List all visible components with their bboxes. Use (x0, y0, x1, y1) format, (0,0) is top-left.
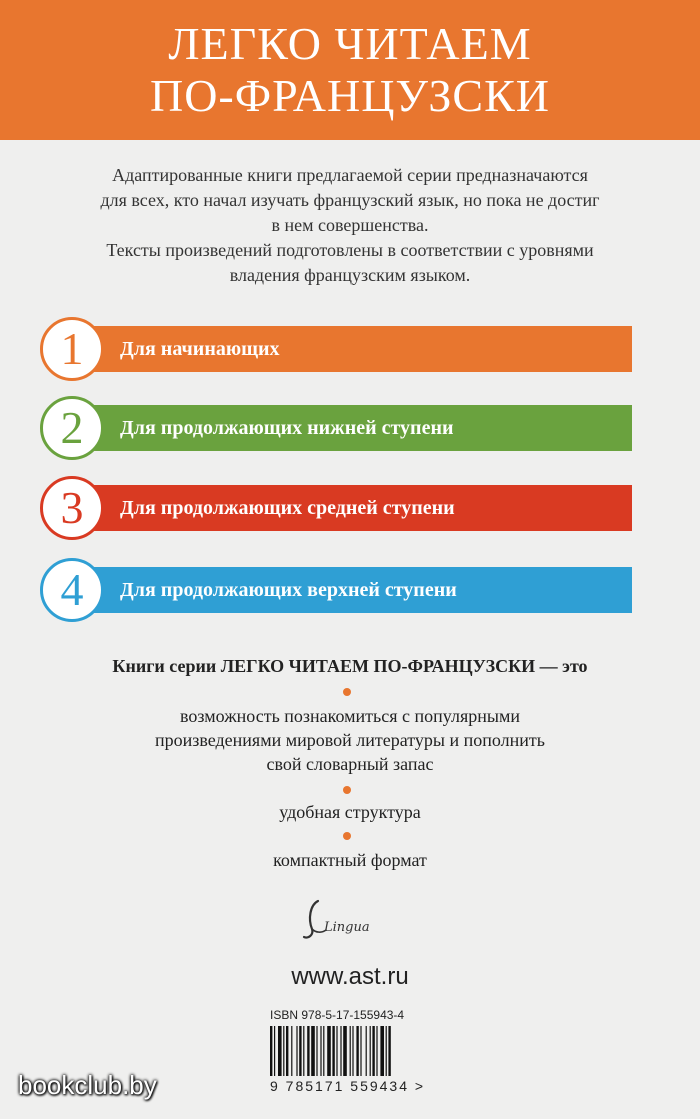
intro-line: Адаптированные книги предлагаемой серии предназначаются (112, 165, 588, 185)
isbn-number: ISBN 978-5-17-155943-4 (270, 1008, 405, 1022)
level-3-label: Для продолжающих средней ступени (120, 496, 455, 519)
barcode-digits: 9 785171 559434 > (270, 1078, 426, 1094)
feature-item-3 (60, 848, 640, 872)
feature-item-2 (60, 800, 640, 824)
intro-line: в нем совершенства. (271, 215, 429, 235)
intro-line: для всех, кто начал изучать французский язык, но пока не достиг (100, 190, 600, 210)
level-4-label: Для продолжающих верхней ступени (120, 578, 457, 601)
level-4 (40, 558, 632, 622)
level-3 (40, 476, 632, 540)
website-url: www.ast.ru (291, 963, 409, 990)
level-1 (40, 317, 632, 381)
level-1-number: 1 (40, 317, 104, 381)
level-2 (40, 396, 632, 460)
level-3-bar (72, 485, 632, 531)
barcode-icon (268, 1026, 428, 1076)
intro-line: владения французским языком. (229, 265, 471, 285)
intro-text (20, 163, 680, 288)
level-4-bar (72, 567, 632, 613)
level-2-bar (72, 405, 632, 451)
level-4-number: 4 (40, 558, 104, 622)
level-2-number: 2 (40, 396, 104, 460)
title-line-2: ПО-ФРАНЦУЗСКИ (149, 70, 551, 121)
bullet-dot-icon (343, 786, 351, 794)
bullet-dot-icon (343, 688, 351, 696)
level-3-number: 3 (40, 476, 104, 540)
title-line-1: ЛЕГКО ЧИТАЕМ (168, 18, 532, 69)
logo-text: Lingua (324, 920, 370, 935)
feature-item-1 (60, 704, 640, 776)
watermark: bookclub.by (18, 1070, 157, 1100)
feature-line: удобная структура (279, 802, 421, 822)
bullet-dot-icon (343, 832, 351, 840)
features-heading: Книги серии ЛЕГКО ЧИТАЕМ ПО-ФРАНЦУЗСКИ — это (112, 656, 588, 676)
feature-line: свой словарный запас (266, 754, 434, 774)
level-1-label: Для начинающих (120, 337, 280, 360)
title-banner (0, 0, 700, 140)
feature-line: компактный формат (273, 850, 427, 870)
lingua-logo (296, 895, 396, 945)
feature-line: возможность познакомиться с популярными (180, 706, 520, 726)
level-1-bar (72, 326, 632, 372)
feature-line: произведениями мировой литературы и пополнить (155, 730, 545, 750)
level-2-label: Для продолжающих нижней ступени (120, 416, 454, 439)
intro-line: Тексты произведений подготовлены в соответствии с уровнями (106, 240, 594, 260)
